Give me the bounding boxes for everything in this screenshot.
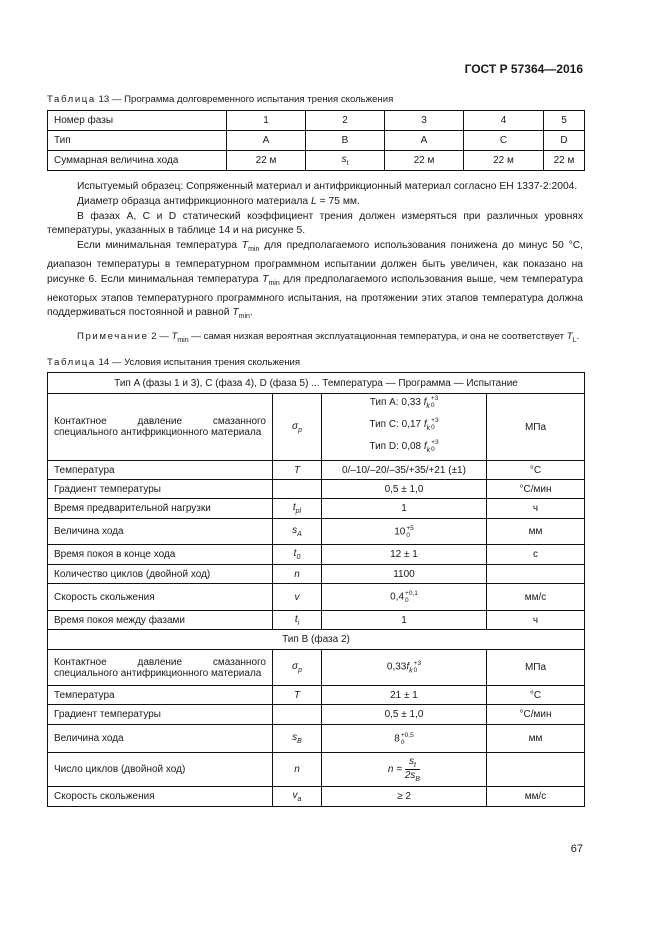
table-row: Контактное давление смазанного специального антифрикционного материала $\sigma_p$ $0,33f_k$ +3 0 МПа <box>48 650 585 686</box>
table-row: Градиент температуры 0,5 ± 1,0 °C/мин <box>48 480 585 499</box>
row-label: Тип <box>48 131 227 151</box>
table-row: Тип A B A C D <box>48 131 585 151</box>
page-number: 67 <box>570 843 583 855</box>
section-header-row <box>48 630 585 650</box>
fraction: $\frac{s_t}{2s_B}$ <box>404 756 421 783</box>
table-row: Номер фазы 1 2 3 4 5 <box>48 111 585 131</box>
table-row: Контактное давление смазанного специального антифрикционного материала $\sigma_p$ Тип A: 0,33 $f_k$ +3 0 Тип C: 0,17 $f_k$ +3 0 Тип D: 0,08 $f_k$ +3 0 МПа <box>48 394 585 461</box>
table-row: Величина хода $s_B$ 8 +0,5 0 мм <box>48 725 585 753</box>
section-header: Тип B (фаза 2) <box>48 630 585 650</box>
table-row: Температура T 0/–10/–20/–35/+35/+21 (±1) °C <box>48 461 585 480</box>
table-row: Величина хода $s_A$ 10 +5 0 мм <box>48 519 585 545</box>
table-row: Градиент температуры 0,5 ± 1,0 °C/мин <box>48 705 585 725</box>
table-row: Скорость скольжения $v_a$ ≥ 2 мм/с <box>48 787 585 807</box>
table-13-caption: Таблица 13 — Программа долговременного испытания трения скольжения <box>47 94 394 105</box>
table-row: Температура T 21 ± 1 °C <box>48 686 585 705</box>
table-row: Время покоя в конце хода $t_0$ 12 ± 1 с <box>48 545 585 565</box>
row-label: Суммарная величина хода <box>48 151 227 171</box>
row-label: Номер фазы <box>48 111 227 131</box>
table-row: Число циклов (двойной ход) n n = $\frac{s_t}{2s_B}$ <box>48 753 585 787</box>
table-14-caption: Таблица 14 — Условия испытания трения скольжения <box>47 357 301 368</box>
table-row: Суммарная величина хода 22 м $s_t$ 22 м 22 м 22 м <box>48 151 585 171</box>
paragraph: Если минимальная температура $T_{min}$ для предполагаемого использования понижена до минус 50 °С, диапазон температуры в температурном программном испытании должен быть увеличен, как показано на рисунке 6. Если минимальная температура $T_{min}$ для предполагаемого использования выше, чем температура некоторых этапов температурного программного испытания, на протяжении этих этапов температура должна поддерживаться постоянной и равной $T_{min}$. <box>47 240 583 321</box>
paragraph: В фазах A, C и D статический коэффициент трения должен измеряться при различных уровнях температуры, указанных в таблице 14 и на рисунке 5. <box>47 210 583 237</box>
table-row: Количество циклов (двойной ход) n 1100 <box>48 565 585 584</box>
note: Примечание 2 — $T_{min}$ — самая низкая вероятная эксплуатационная температура, и она не соответствует $T_L$. <box>77 331 580 345</box>
table-row: Время предварительной нагрузки $t_{pl}$ 1 ч <box>48 499 585 519</box>
body-text <box>47 180 583 349</box>
paragraph: Испытуемый образец: Сопряженный материал и антифрикционный материал согласно ЕН 1337-2:2004. <box>77 181 578 192</box>
table-13 <box>47 110 585 171</box>
paragraph: Диаметр образца антифрикционного материала L = 75 мм. <box>77 195 360 207</box>
section-header-row <box>48 373 585 394</box>
standard-designation: ГОСТ Р 57364—2016 <box>464 62 583 76</box>
table-row: Скорость скольжения v 0,4 +0,1 0 мм/с <box>48 584 585 611</box>
table-14 <box>47 372 585 807</box>
table-row: Время покоя между фазами $t_i$ 1 ч <box>48 611 585 630</box>
section-header: Тип A (фазы 1 и 3), C (фаза 4), D (фаза 5) ... Температура — Программа — Испытание <box>48 373 585 394</box>
